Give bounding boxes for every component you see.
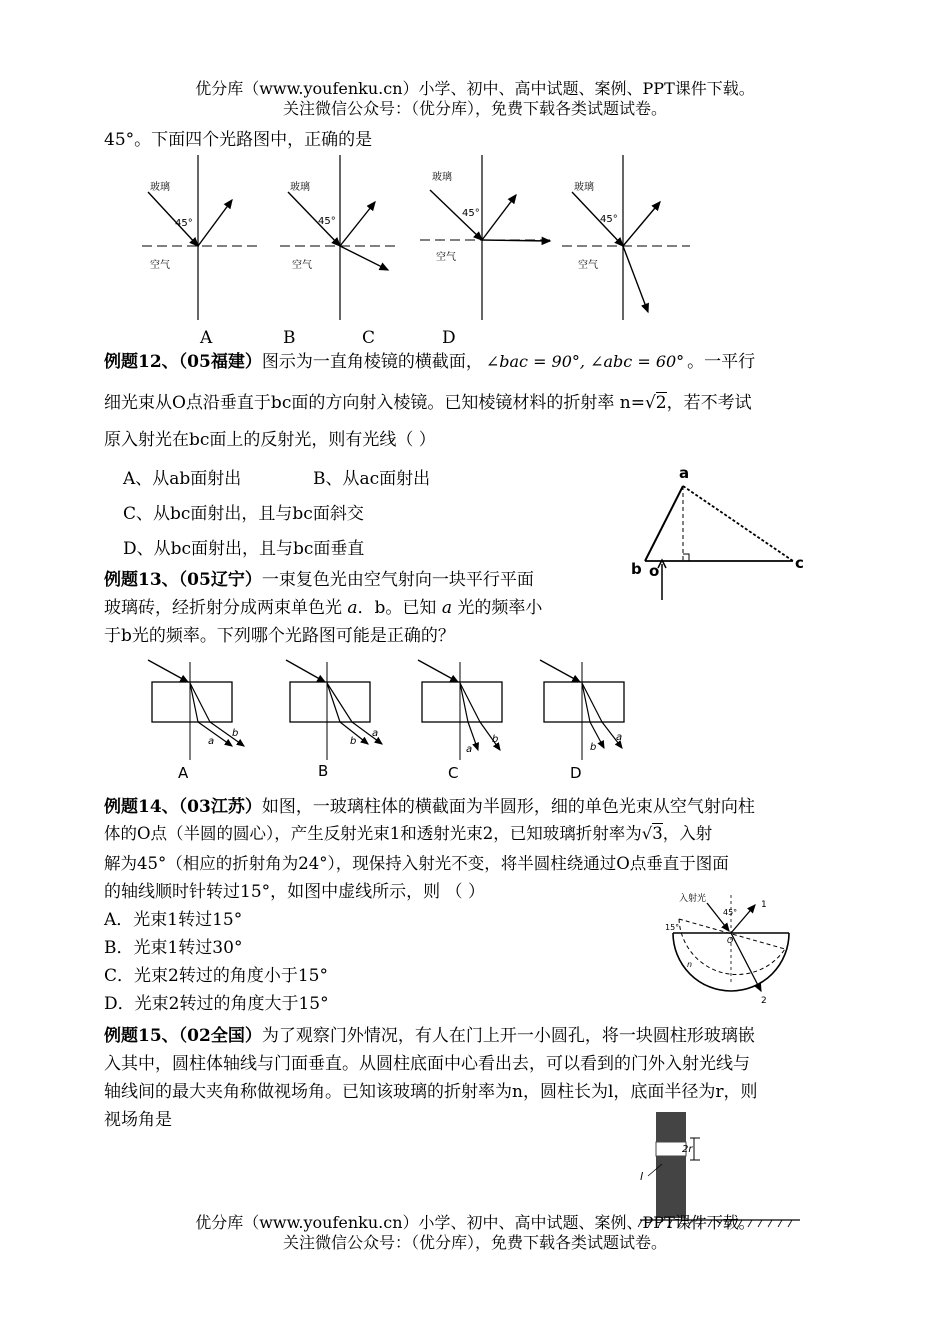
q13-line-1: 例题13、（05辽宁）一束复色光由空气射向一块平行平面 [104, 570, 534, 590]
figure-label-a: A [200, 328, 213, 348]
glass-label: 玻璃 [432, 172, 452, 183]
svg-text:a: a [372, 728, 379, 739]
glass-label: 玻璃 [574, 182, 594, 193]
q13-line-3: 于b光的频率。下列哪个光路图可能是正确的？ [104, 626, 455, 646]
svg-text:b: b [232, 728, 239, 739]
sqrt-symbol: √ [641, 824, 653, 843]
prism-vertex-b: b [631, 560, 642, 578]
q12-option-c: C、从bc面射出，且与bc面斜交 [123, 504, 364, 524]
q12-option-d: D、从bc面射出，且与bc面垂直 [123, 539, 365, 559]
beam-1-label: 1 [761, 900, 767, 910]
slab-label-a: A [178, 764, 189, 782]
angle-label: 45° [462, 208, 480, 219]
svg-text:b: b [492, 734, 499, 745]
svg-text:b: b [350, 736, 357, 747]
sqrt-symbol: √ [644, 393, 656, 413]
figure-label-b: B [283, 328, 296, 348]
diameter-label: 2r [682, 1144, 693, 1155]
svg-text:a: a [466, 744, 473, 755]
q12-line-2: 细光束从O点沿垂直于bc面的方向射入棱镜。已知棱镜材料的折射率 n=√2，若不考试 [104, 393, 752, 413]
door-figure [630, 1108, 805, 1230]
q14-line-3: 解为45°（相应的折射角为24°），现保持入射光不变，将半圆柱绕通过O点垂直于图面 [104, 854, 729, 873]
prism-vertex-c: c [795, 554, 804, 572]
light-path-figures [130, 150, 710, 350]
slab-label-d: D [570, 764, 582, 782]
q12-option-a: A、从ab面射出 [123, 469, 242, 489]
q13-line-2: 玻璃砖，经折射分成两束单色光 a．b。已知 a 光的频率小 [104, 598, 543, 618]
q14-option-c: C．光束2转过的角度小于15° [104, 966, 328, 986]
svg-text:b: b [590, 742, 597, 753]
incident-label: 入射光 [679, 894, 707, 904]
air-label: 空气 [436, 252, 456, 263]
q14-option-d: D．光束2转过的角度大于15° [104, 994, 329, 1014]
q12-option-b: B、从ac面射出 [313, 469, 431, 489]
q14-option-a: A．光束1转过15° [104, 910, 243, 930]
intro-text: 45°。下面四个光路图中，正确的是 [104, 130, 373, 150]
figure-b [280, 155, 400, 320]
center-o-label: O [727, 936, 734, 945]
q14-line-1: 例题14、（03江苏）如图，一玻璃柱体的横截面为半圆形，细的单色光束从空气射向柱 [104, 797, 755, 817]
q15-line-1: 例题15、（02全国）为了观察门外情况，有人在门上开一小圆孔，将一块圆柱形玻璃嵌 [104, 1026, 755, 1046]
air-label: 空气 [150, 260, 170, 271]
footer-line-2: 关注微信公众号：（优分库），免费下载各类试题试卷。 [282, 1233, 667, 1252]
index-n-label: n [687, 960, 693, 969]
q12-line-1: 例题12、（05福建）图示为一直角棱镜的横截面， ∠bac = 90°, ∠abc = 60° 。一平行 [104, 352, 756, 372]
prism-figure [625, 458, 815, 603]
angle-45-label: 45° [723, 908, 738, 917]
q15-line-3: 轴线间的最大夹角称做视场角。已知该玻璃的折射率为n，圆柱长为l，底面半径为r，则 [104, 1082, 758, 1102]
q14-title: 例题14、（03江苏） [104, 797, 262, 817]
figure-a [142, 155, 258, 320]
svg-text:a: a [616, 732, 623, 743]
header-line-1: 优分库（www.youfenku.cn）小学、初中、高中试题、案例、PPT课件下载。 [195, 79, 755, 98]
q13-title: 例题13、（05辽宁） [104, 570, 262, 590]
slab-figure-c [418, 660, 502, 760]
angle-label: 45° [318, 216, 336, 227]
header-line-2: 关注微信公众号：（优分库），免费下载各类试题试卷。 [282, 99, 667, 118]
q14-line-4: 的轴线顺时针转过15°，如图中虚线所示，则 （ ） [104, 882, 485, 902]
figure-label-c: C [362, 328, 376, 348]
angle-label: 45° [175, 218, 193, 229]
slab-figure-a [148, 660, 244, 760]
q12-sqrt-value: 2 [655, 393, 667, 413]
glass-label: 玻璃 [150, 182, 170, 193]
angle-15-label: 15° [665, 923, 680, 932]
q15-line-2: 入其中，圆柱体轴线与门面垂直。从圆柱底面中心看出去，可以看到的门外入射光线与 [104, 1054, 750, 1074]
length-label: l [640, 1170, 644, 1183]
prism-point-o: o [649, 562, 660, 580]
slab-figure-d [540, 660, 624, 760]
semicircle-figure [665, 885, 795, 1005]
figure-c [420, 155, 550, 320]
angle-label: 45° [600, 214, 618, 225]
q12-formula: ∠bac = 90°, ∠abc = 60° [485, 352, 685, 371]
slab-label-c: C [448, 764, 459, 782]
figure-label-d: D [442, 328, 456, 348]
q15-line-4: 视场角是 [104, 1110, 172, 1130]
q15-title: 例题15、（02全国） [104, 1026, 262, 1046]
prism-vertex-a: a [679, 464, 690, 482]
q14-option-b: B．光束1转过30° [104, 938, 243, 958]
air-label: 空气 [578, 260, 598, 271]
air-label: 空气 [292, 260, 312, 271]
glass-slab-figures [140, 652, 640, 784]
figure-d [562, 155, 690, 320]
glass-label: 玻璃 [290, 182, 310, 193]
slab-figure-b [286, 660, 382, 760]
q14-sqrt-value: 3 [652, 824, 663, 843]
q14-line-2: 体的O点（半圆的圆心），产生反射光束1和透射光束2，已知玻璃折射率为√3，入射 [104, 824, 713, 843]
slab-label-b: B [318, 762, 329, 780]
q12-line-3: 原入射光在bc面上的反射光，则有光线（ ） [104, 430, 436, 450]
footer-line-1: 优分库（www.youfenku.cn）小学、初中、高中试题、案例、PPT课件下载。 [195, 1213, 755, 1232]
svg-text:a: a [208, 736, 215, 747]
beam-2-label: 2 [761, 996, 767, 1005]
q12-title: 例题12、（05福建） [104, 352, 262, 372]
